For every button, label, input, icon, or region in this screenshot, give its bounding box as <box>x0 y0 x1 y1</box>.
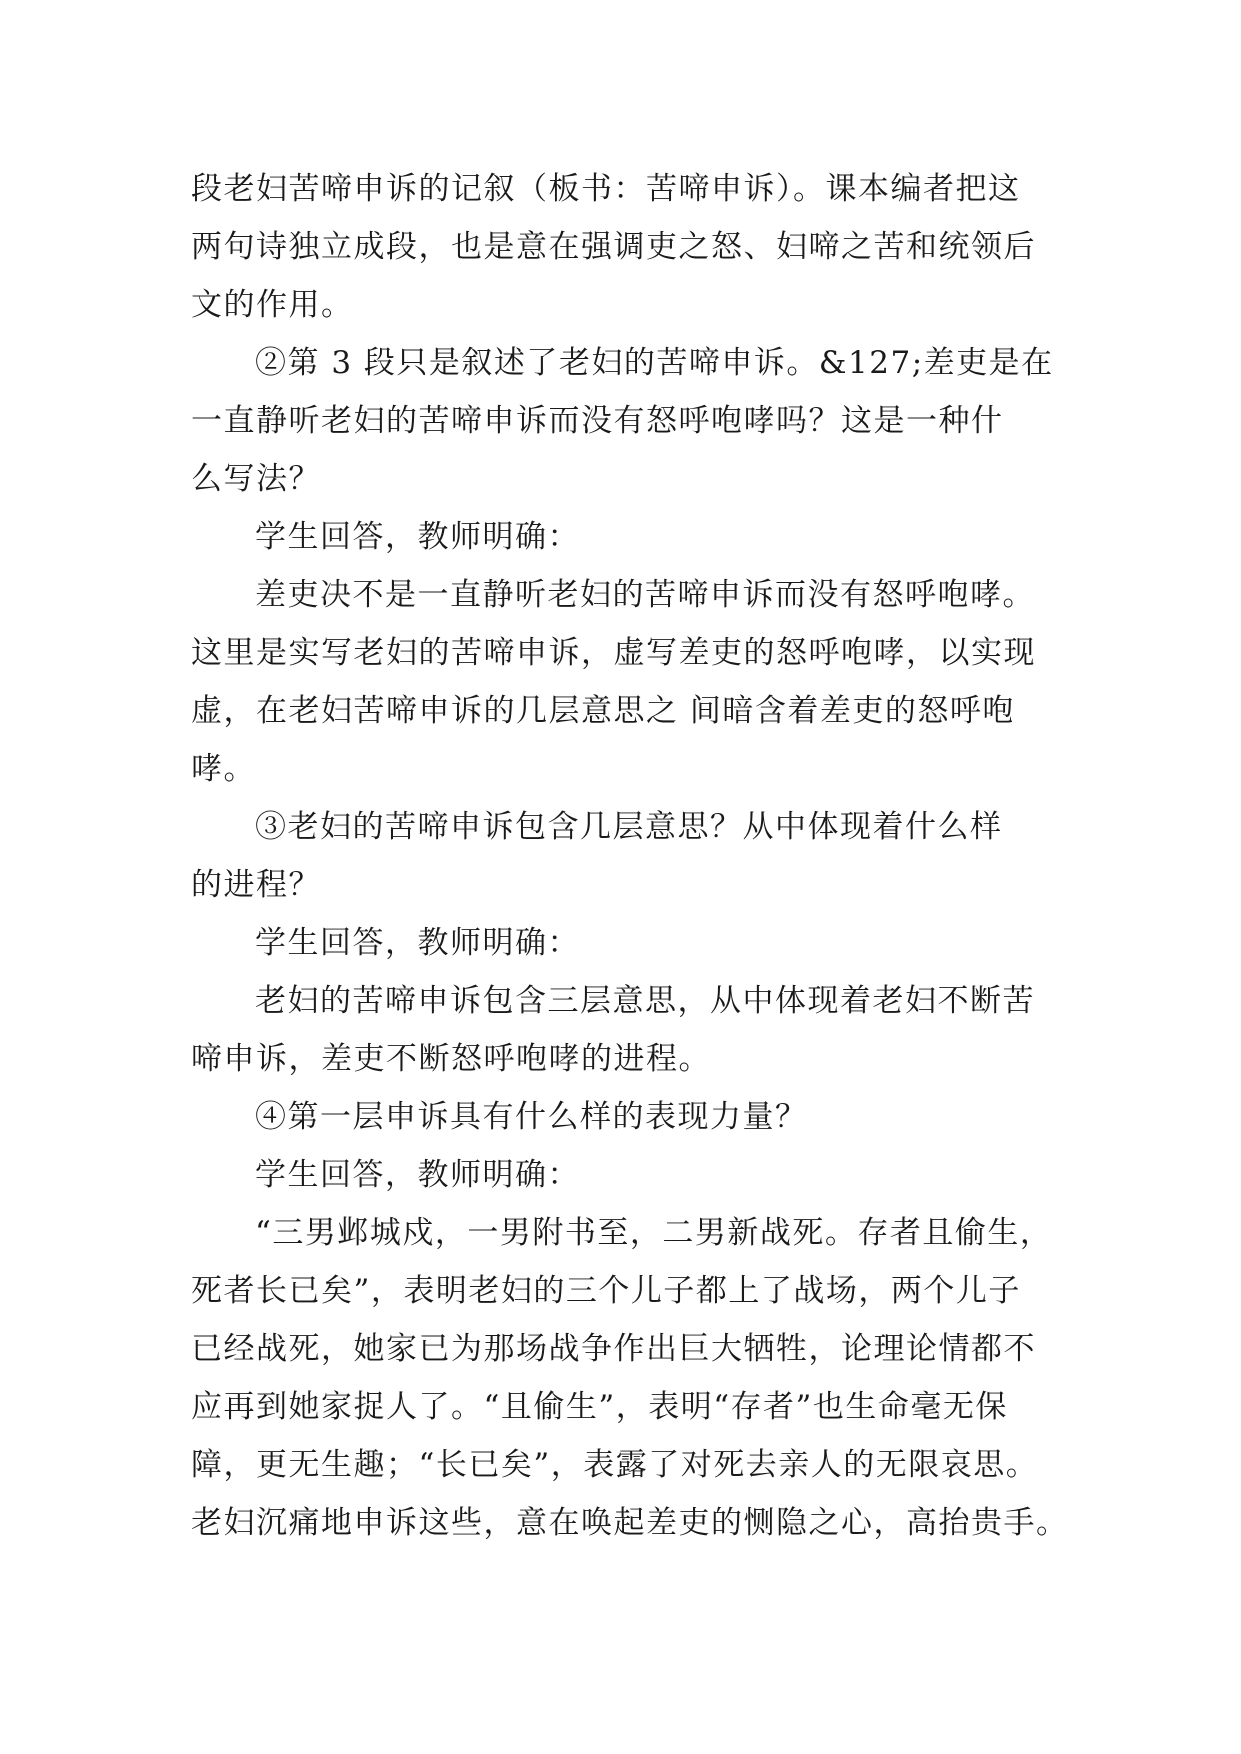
text-line: 两句诗独立成段，也是意在强调吏之怒、妇啼之苦和统领后 <box>191 229 1036 265</box>
text-line: 老妇的苦啼申诉包含三层意思，从中体现着老妇不断苦 <box>255 983 1035 1019</box>
text-line: 文的作用。 <box>191 287 354 323</box>
text-line: 学生回答，教师明确： <box>255 925 580 961</box>
text-line: 这里是实写老妇的苦啼申诉，虚写差吏的怒呼咆哮，以实现 <box>191 635 1036 671</box>
text-line: 哮。 <box>191 751 256 787</box>
text-line: 差吏决不是一直静听老妇的苦啼申诉而没有怒呼咆哮。 <box>255 577 1035 613</box>
text-line: ②第 3 段只是叙述了老妇的苦啼申诉。&127;差吏是在 <box>255 345 1054 381</box>
text-line: 的进程？ <box>191 867 321 903</box>
text-line: ④第一层申诉具有什么样的表现力量？ <box>255 1099 808 1135</box>
text-line: 死者长已矣”，表明老妇的三个儿子都上了战场，两个儿子 <box>191 1273 1021 1309</box>
text-line: 老妇沉痛地申诉这些，意在唤起差吏的恻隐之心，高抬贵手。 <box>191 1505 1069 1541</box>
text-line: 学生回答，教师明确： <box>255 519 580 555</box>
text-line: 障，更无生趣；“长已矣”，表露了对死去亲人的无限哀思。 <box>191 1447 1039 1483</box>
text-line: 一直静听老妇的苦啼申诉而没有怒呼咆哮吗？这是一种什 <box>191 403 1004 439</box>
text-line: 学生回答，教师明确： <box>255 1157 580 1193</box>
text-line: ③老妇的苦啼申诉包含几层意思？从中体现着什么样 <box>255 809 1003 845</box>
text-line: “三男邺城戍，一男附书至，二男新战死。存者且偷生， <box>255 1215 1053 1251</box>
text-line: 虚，在老妇苦啼申诉的几层意思之 间暗含着差吏的怒呼咆 <box>191 693 1015 729</box>
text-line: 么写法？ <box>191 461 321 497</box>
text-line: 已经战死，她家已为那场战争作出巨大牺牲，论理论情都不 <box>191 1331 1036 1367</box>
text-line: 啼申诉，差吏不断怒呼咆哮的进程。 <box>191 1041 711 1077</box>
text-line: 应再到她家捉人了。“且偷生”，表明“存者”也生命毫无保 <box>191 1389 1008 1425</box>
document-body <box>191 160 1069 1552</box>
text-line: 段老妇苦啼申诉的记叙（板书：苦啼申诉）。课本编者把这 <box>191 171 1021 207</box>
